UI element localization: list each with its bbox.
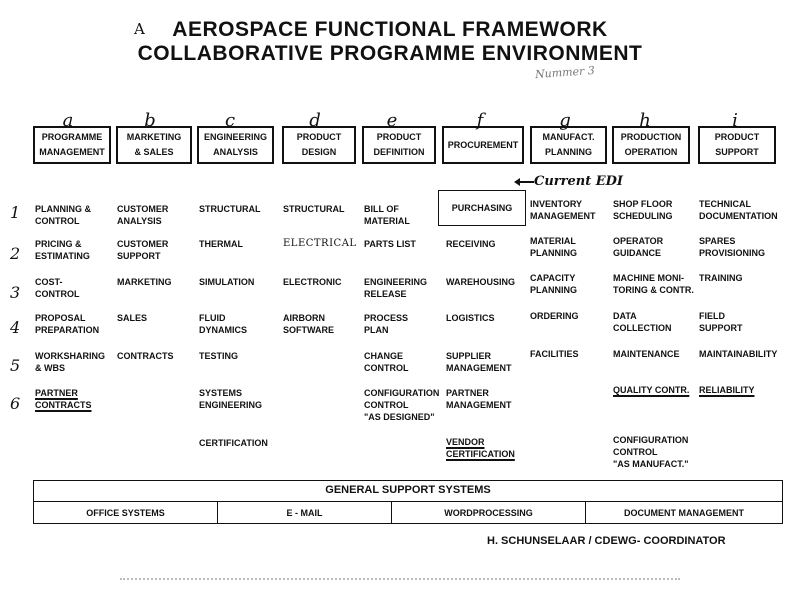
header-procurement: PROCUREMENT [442,126,524,164]
cell-c6: SYSTEMS ENGINEERING [199,388,263,410]
cell-f7: VENDOR CERTIFICATION [446,437,515,459]
cell-b3: MARKETING [117,277,172,287]
cell-i2: SPARES PROVISIONING [699,236,766,258]
cell-c7: CERTIFICATION [199,438,268,448]
cell-c2: THERMAL [199,239,243,249]
row-number-3: 3 [10,283,21,302]
cell-f4: LOGISTICS [446,313,495,323]
column-letter-h: h [639,110,651,131]
header-engineering-analysis: ENGINEERING ANALYSIS [197,126,274,164]
cell-i6: RELIABILITY [699,385,755,395]
column-letter-c: c [224,110,236,131]
cell-d4: AIRBORN SOFTWARE [283,313,334,335]
cell-c4: FLUID DYNAMICS [199,313,248,335]
cell-e2: PARTS LIST [364,239,416,249]
row-number-4: 4 [10,318,21,337]
cell-b2: CUSTOMER SUPPORT [117,239,169,261]
page-subtitle: COLLABORATIVE PROGRAMME ENVIRONMENT [137,42,643,65]
row-number-2: 2 [10,244,21,263]
cell-i5: MAINTAINABILITY [699,349,778,359]
column-letter-i: i [732,110,738,131]
cell-g4: ORDERING [530,311,579,321]
cell-g1: INVENTORY MANAGEMENT [530,199,596,221]
cell-f3: WAREHOUSING [446,277,516,287]
cell-h7: CONFIGURATION CONTROL "AS MANUFACT." [613,435,689,469]
cell-f1-current-edi [438,190,526,226]
cell-a2: PRICING & ESTIMATING [35,239,90,261]
current-edi-note: Current EDI [534,174,624,189]
header-programme-management: PROGRAMME MANAGEMENT [33,126,111,164]
cell-f5: SUPPLIER MANAGEMENT [446,351,512,373]
header-product-support: PRODUCT SUPPORT [698,126,776,164]
row-number-6: 6 [10,394,21,413]
cell-i4: FIELD SUPPORT [699,311,743,333]
column-letter-g: g [559,110,571,131]
handwritten-note: Nummer 3 [534,63,596,82]
corner-mark: A [134,20,145,38]
cell-a4: PROPOSAL PREPARATION [35,313,100,335]
cell-h2: OPERATOR GUIDANCE [613,236,664,258]
cell-b1: CUSTOMER ANALYSIS [117,204,169,226]
cell-c5: TESTING [199,351,239,361]
cell-e6: CONFIGURATION CONTROL "AS DESIGNED" [364,388,440,422]
column-letter-f: f [476,110,484,131]
cell-e4: PROCESS PLAN [364,313,409,335]
cell-e3: ENGINEERING RELEASE [364,277,428,299]
cell-f6: PARTNER MANAGEMENT [446,388,512,410]
cell-a6: PARTNER CONTRACTS [35,388,92,410]
row-number-5: 5 [10,356,21,375]
cell-c3: SIMULATION [199,277,255,287]
cell-g2: MATERIAL PLANNING [530,236,577,258]
column-letter-b: b [144,110,156,131]
cell-a1: PLANNING & CONTROL [35,204,91,226]
cell-c1: STRUCTURAL [199,204,261,214]
footer-credit: H. SCHUNSELAAR / CDEWG- COORDINATOR [487,535,726,547]
column-letter-a: a [62,110,74,131]
support-title: GENERAL SUPPORT SYSTEMS [325,484,491,496]
cell-d1: STRUCTURAL [283,204,345,214]
cell-h6: QUALITY CONTR. [613,385,690,395]
header-product-design: PRODUCT DESIGN [282,126,356,164]
cell-d2: ELECTRICAL [283,238,357,249]
cell-d3: ELECTRONIC [283,277,342,287]
cell-i1: TECHNICAL DOCUMENTATION [699,199,778,221]
cell-b5: CONTRACTS [117,351,174,361]
cell-e1: BILL OF MATERIAL [364,204,410,226]
cell-h5: MAINTENANCE [613,349,680,359]
support-email: E - MAIL [218,502,392,524]
general-support-systems [33,480,783,524]
cell-a3: COST- CONTROL [35,277,80,299]
arrow-icon [516,181,534,183]
scan-noise [120,578,680,584]
support-wordprocessing: WORDPROCESSING [392,502,586,524]
page-title: AEROSPACE FUNCTIONAL FRAMEWORK [172,18,608,41]
support-office-systems: OFFICE SYSTEMS [34,502,218,524]
cell-g3: CAPACITY PLANNING [530,273,577,295]
cell-i3: TRAINING [699,273,743,283]
header-product-definition: PRODUCT DEFINITION [362,126,436,164]
header-manufact-planning: MANUFACT. PLANNING [530,126,607,164]
cell-h4: DATA COLLECTION [613,311,672,333]
cell-f2: RECEIVING [446,239,496,249]
header-marketing-sales: MARKETING & SALES [116,126,192,164]
cell-b4: SALES [117,313,148,323]
cell-h1: SHOP FLOOR SCHEDULING [613,199,673,221]
cell-e5: CHANGE CONTROL [364,351,409,373]
cell-a5: WORKSHARING & WBS [35,351,105,373]
row-number-1: 1 [10,203,21,222]
cell-g5: FACILITIES [530,349,579,359]
column-letter-d: d [309,110,321,131]
header-production-operation: PRODUCTION OPERATION [612,126,690,164]
support-row [34,501,782,524]
cell-h3: MACHINE MONI- TORING & CONTR. [613,273,694,295]
support-document-management: DOCUMENT MANAGEMENT [624,508,744,518]
column-letter-e: e [386,110,398,131]
cell-f1: PURCHASING [451,203,513,213]
